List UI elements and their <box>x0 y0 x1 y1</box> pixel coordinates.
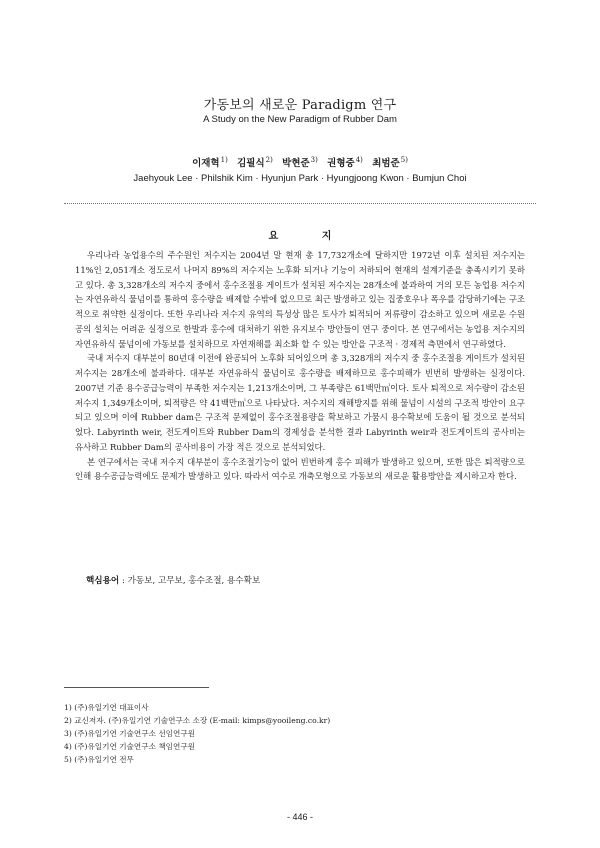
abstract-paragraph: 우리나라 농업용수의 주수원인 저수지는 2004년 말 현재 총 17,732개소에 달하지만 1972년 이후 설치된 저수지는 11%인 2,051개소 정도로서 나머지 89%의 저수지는 노후화 되거나 기능이 저하되어 현재의 설계기준을 충족시키기 못하고 있다. 총 3,328개소의 저수지 중에서 홍수조절용 게이트가 설치된 저수지는 28개소에 불과하여 거의 모든 농업용 저수지는 자연유하식 물넘이를 통하여 홍수량을 배제할 수밖에 없으므로 최근 발생하고 있는 집중호우나 폭우를 감당하기에는 구조적으로 취약한 실정이다. 또한 우리나라 저수지 유역의 특성상 많은 토사가 퇴적되어 저류량이 감소하고 있으며 새로운 수원공의 설치는 어려운 실정으로 한발과 홍수에 대처하기 위한 유지보수 방안들이 연구 중이다. 본 연구에서는 농업용 저수지의 자연유하식 물넘이에 가동보를 설치하므로 자연재해를 최소화 할 수 있는 방안을 구조적 · 경제적 측면에서 연구하였다. <box>75 250 525 349</box>
footnote-item: 4) (주)유일기연 기술연구소 책임연구원 <box>64 742 195 752</box>
page-number: - 446 - <box>286 812 313 822</box>
keywords-line <box>86 574 260 586</box>
footnote-item: 3) (주)유일기연 기술연구소 선임연구원 <box>64 729 195 739</box>
author-name: 최범준$^{5)}$ <box>372 155 408 169</box>
abstract-paragraph: 국내 저수지 대부분이 80년대 이전에 완공되어 노후화 되어있으며 총 3,328개의 저수지 중 홍수조절용 게이트가 설치된 저수지는 28개소에 불과하다. 대부분 자연유하식 물넘이로 홍수량을 배제하므로 홍수피해가 빈번히 발생하는 실정이다. 2007년 기준 용수공급능력이 부족한 저수지는 1,213개소이며, 그 부족량은 61백만㎥이다. 토사 퇴적으로 저수량이 감소된 저수지 1,349개소이며, 퇴적량은 약 41백만㎥으로 나타났다. 저수지의 재해방지를 위해 물넘이 시설의 구조적 방안이 요구되고 있으며 이에 Rubber dam은 구조적 문제없이 홍수조절용량을 확보하고 가뭄시 용수확보에 도움이 될 것으로 분석되었다. Labyrinth weir, 전도게이트와 Rubber Dam의 경제성을 분석한 결과 Labyrinth weir과 전도게이트의 공사비는 유사하고 Rubber Dam의 공사비용이 가장 적은 것으로 분석되었다. <box>75 353 525 452</box>
authors-korean <box>0 155 600 169</box>
abstract-body <box>75 248 525 484</box>
authors-english: Jaehyouk Lee · Philshik Kim · Hyunjun Park · Hyungjoong Kwon · Bumjun Choi <box>133 173 467 184</box>
keywords-value: 가동보, 고무보, 홍수조절, 용수확보 <box>127 576 261 586</box>
section-divider <box>64 203 536 204</box>
title-korean: 가동보의 새로운 Paradigm 연구 <box>203 98 397 113</box>
author-name: 이재혁$^{1)}$ <box>192 155 228 169</box>
keywords-separator: : <box>119 576 128 586</box>
author-footnote-mark: 4) <box>355 155 363 164</box>
author-footnote-mark: 2) <box>265 155 273 164</box>
footnote-item: 5) (주)유일기연 전무 <box>64 755 134 765</box>
author-name: 김필식$^{2)}$ <box>237 155 273 169</box>
abstract-paragraph: 본 연구에서는 국내 저수지 대부분이 홍수조절기능이 없어 빈번하게 홍수 피해가 발생하고 있으며, 또한 많은 퇴적량으로 인해 용수공급능력에도 문제가 발생하고 있다. 따라서 여수로 개축모형으로 가동보의 새로운 활용방안을 제시하고자 한다. <box>75 456 525 482</box>
footnotes <box>64 701 534 766</box>
keywords-label: 핵심용어 <box>86 576 120 586</box>
author-footnote-mark: 1) <box>220 155 228 164</box>
footnote-rule <box>64 687 209 688</box>
footnote-item: 2) 교신저자. (주)유일기연 기술연구소 소장 (E-mail: kimps@yooileng.co.kr) <box>64 716 331 726</box>
title-english: A Study on the New Paradigm of Rubber Dam <box>203 114 397 125</box>
author-footnote-mark: 3) <box>310 155 318 164</box>
author-name: 박현준$^{3)}$ <box>282 155 318 169</box>
author-footnote-mark: 5) <box>400 155 408 164</box>
abstract-heading: 요 지 <box>268 231 352 242</box>
author-name: 권형중$^{4)}$ <box>327 155 363 169</box>
footnote-item: 1) (주)유일기연 대표이사 <box>64 703 149 712</box>
